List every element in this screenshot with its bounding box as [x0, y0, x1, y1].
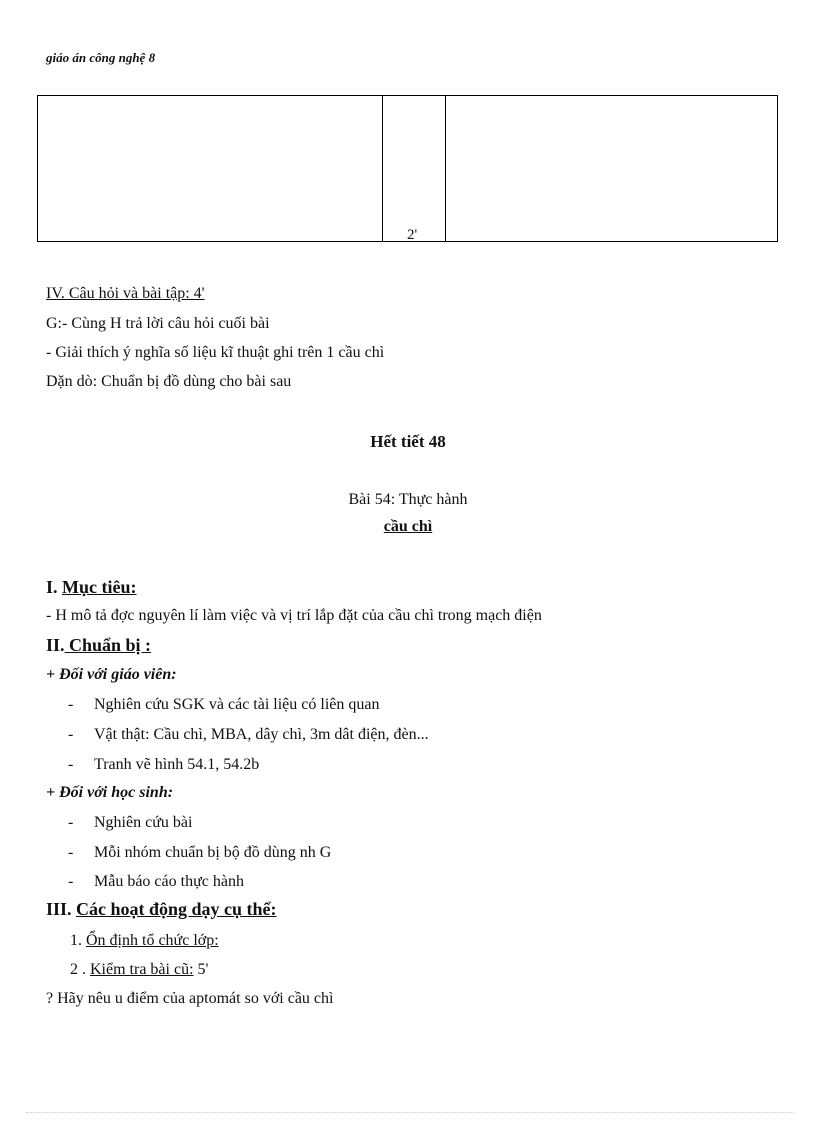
table-time-cell: 2' [407, 227, 418, 243]
activity-step: 2 . Kiểm tra bài cũ: 5' [70, 961, 209, 978]
teacher-item: - Tranh vẽ hình 54.1, 54.2b [68, 756, 260, 773]
student-item: - Mỗi nhóm chuẩn bị bộ đồ dùng nh G [68, 844, 332, 861]
section-4-line: Dặn dò: Chuẩn bị đồ dùng cho bài sau [46, 373, 292, 390]
review-question: ? Hãy nêu u điểm của aptomát so với cầu chì [46, 990, 334, 1007]
bullet-dash: - [68, 814, 74, 831]
bullet-dash: - [68, 873, 74, 890]
objectives-heading [46, 577, 137, 598]
objectives-text: - H mô tả đợc nguyên lí làm việc và vị trí lắp đặt của cầu chì trong mạch điện [46, 607, 542, 624]
preparation-title: Chuẩn bị : [64, 635, 152, 655]
teacher-heading: + Đối với giáo viên: [46, 666, 177, 683]
lesson-table [37, 95, 778, 242]
student-item: - Mẫu báo cáo thực hành [68, 873, 244, 890]
preparation-heading [46, 635, 151, 656]
document-header: giáo án công nghệ 8 [46, 50, 156, 65]
teacher-item: - Nghiên cứu SGK và các tài liệu có liên quan [68, 696, 380, 713]
bullet-dash: - [68, 726, 74, 743]
bullet-dash: - [68, 696, 74, 713]
activities-title: Các hoạt động dạy cụ thể: [76, 899, 277, 919]
section-4-line: - Giải thích ý nghĩa số liệu kĩ thuật ghi trên 1 cầu chì [46, 344, 385, 361]
lesson-subtitle: cầu chì [383, 518, 433, 535]
activity-step: 1. Ổn định tổ chức lớp: [70, 932, 219, 949]
objectives-number: I. [46, 577, 58, 597]
section-4-line: G:- Cùng H trả lời câu hỏi cuối bài [46, 315, 270, 332]
section-4-title: IV. Câu hỏi và bài tập: 4' [46, 285, 205, 302]
lesson-title: Bài 54: Thực hành [348, 491, 468, 508]
activities-heading [46, 899, 277, 920]
teacher-item: - Vật thật: Cầu chì, MBA, dây chì, 3m dât điện, đèn... [68, 726, 429, 743]
page-footer-rule [26, 1112, 794, 1113]
bullet-dash: - [68, 844, 74, 861]
preparation-number: II. [46, 635, 65, 655]
student-item: - Nghiên cứu bài [68, 814, 193, 831]
end-of-period: Hết tiết 48 [370, 432, 446, 451]
table-divider [382, 96, 383, 241]
bullet-dash: - [68, 756, 74, 773]
objectives-title: Mục tiêu: [62, 577, 137, 597]
activities-number: III. [46, 899, 72, 919]
student-heading: + Đối với học sinh: [46, 784, 174, 801]
table-divider [445, 96, 446, 241]
